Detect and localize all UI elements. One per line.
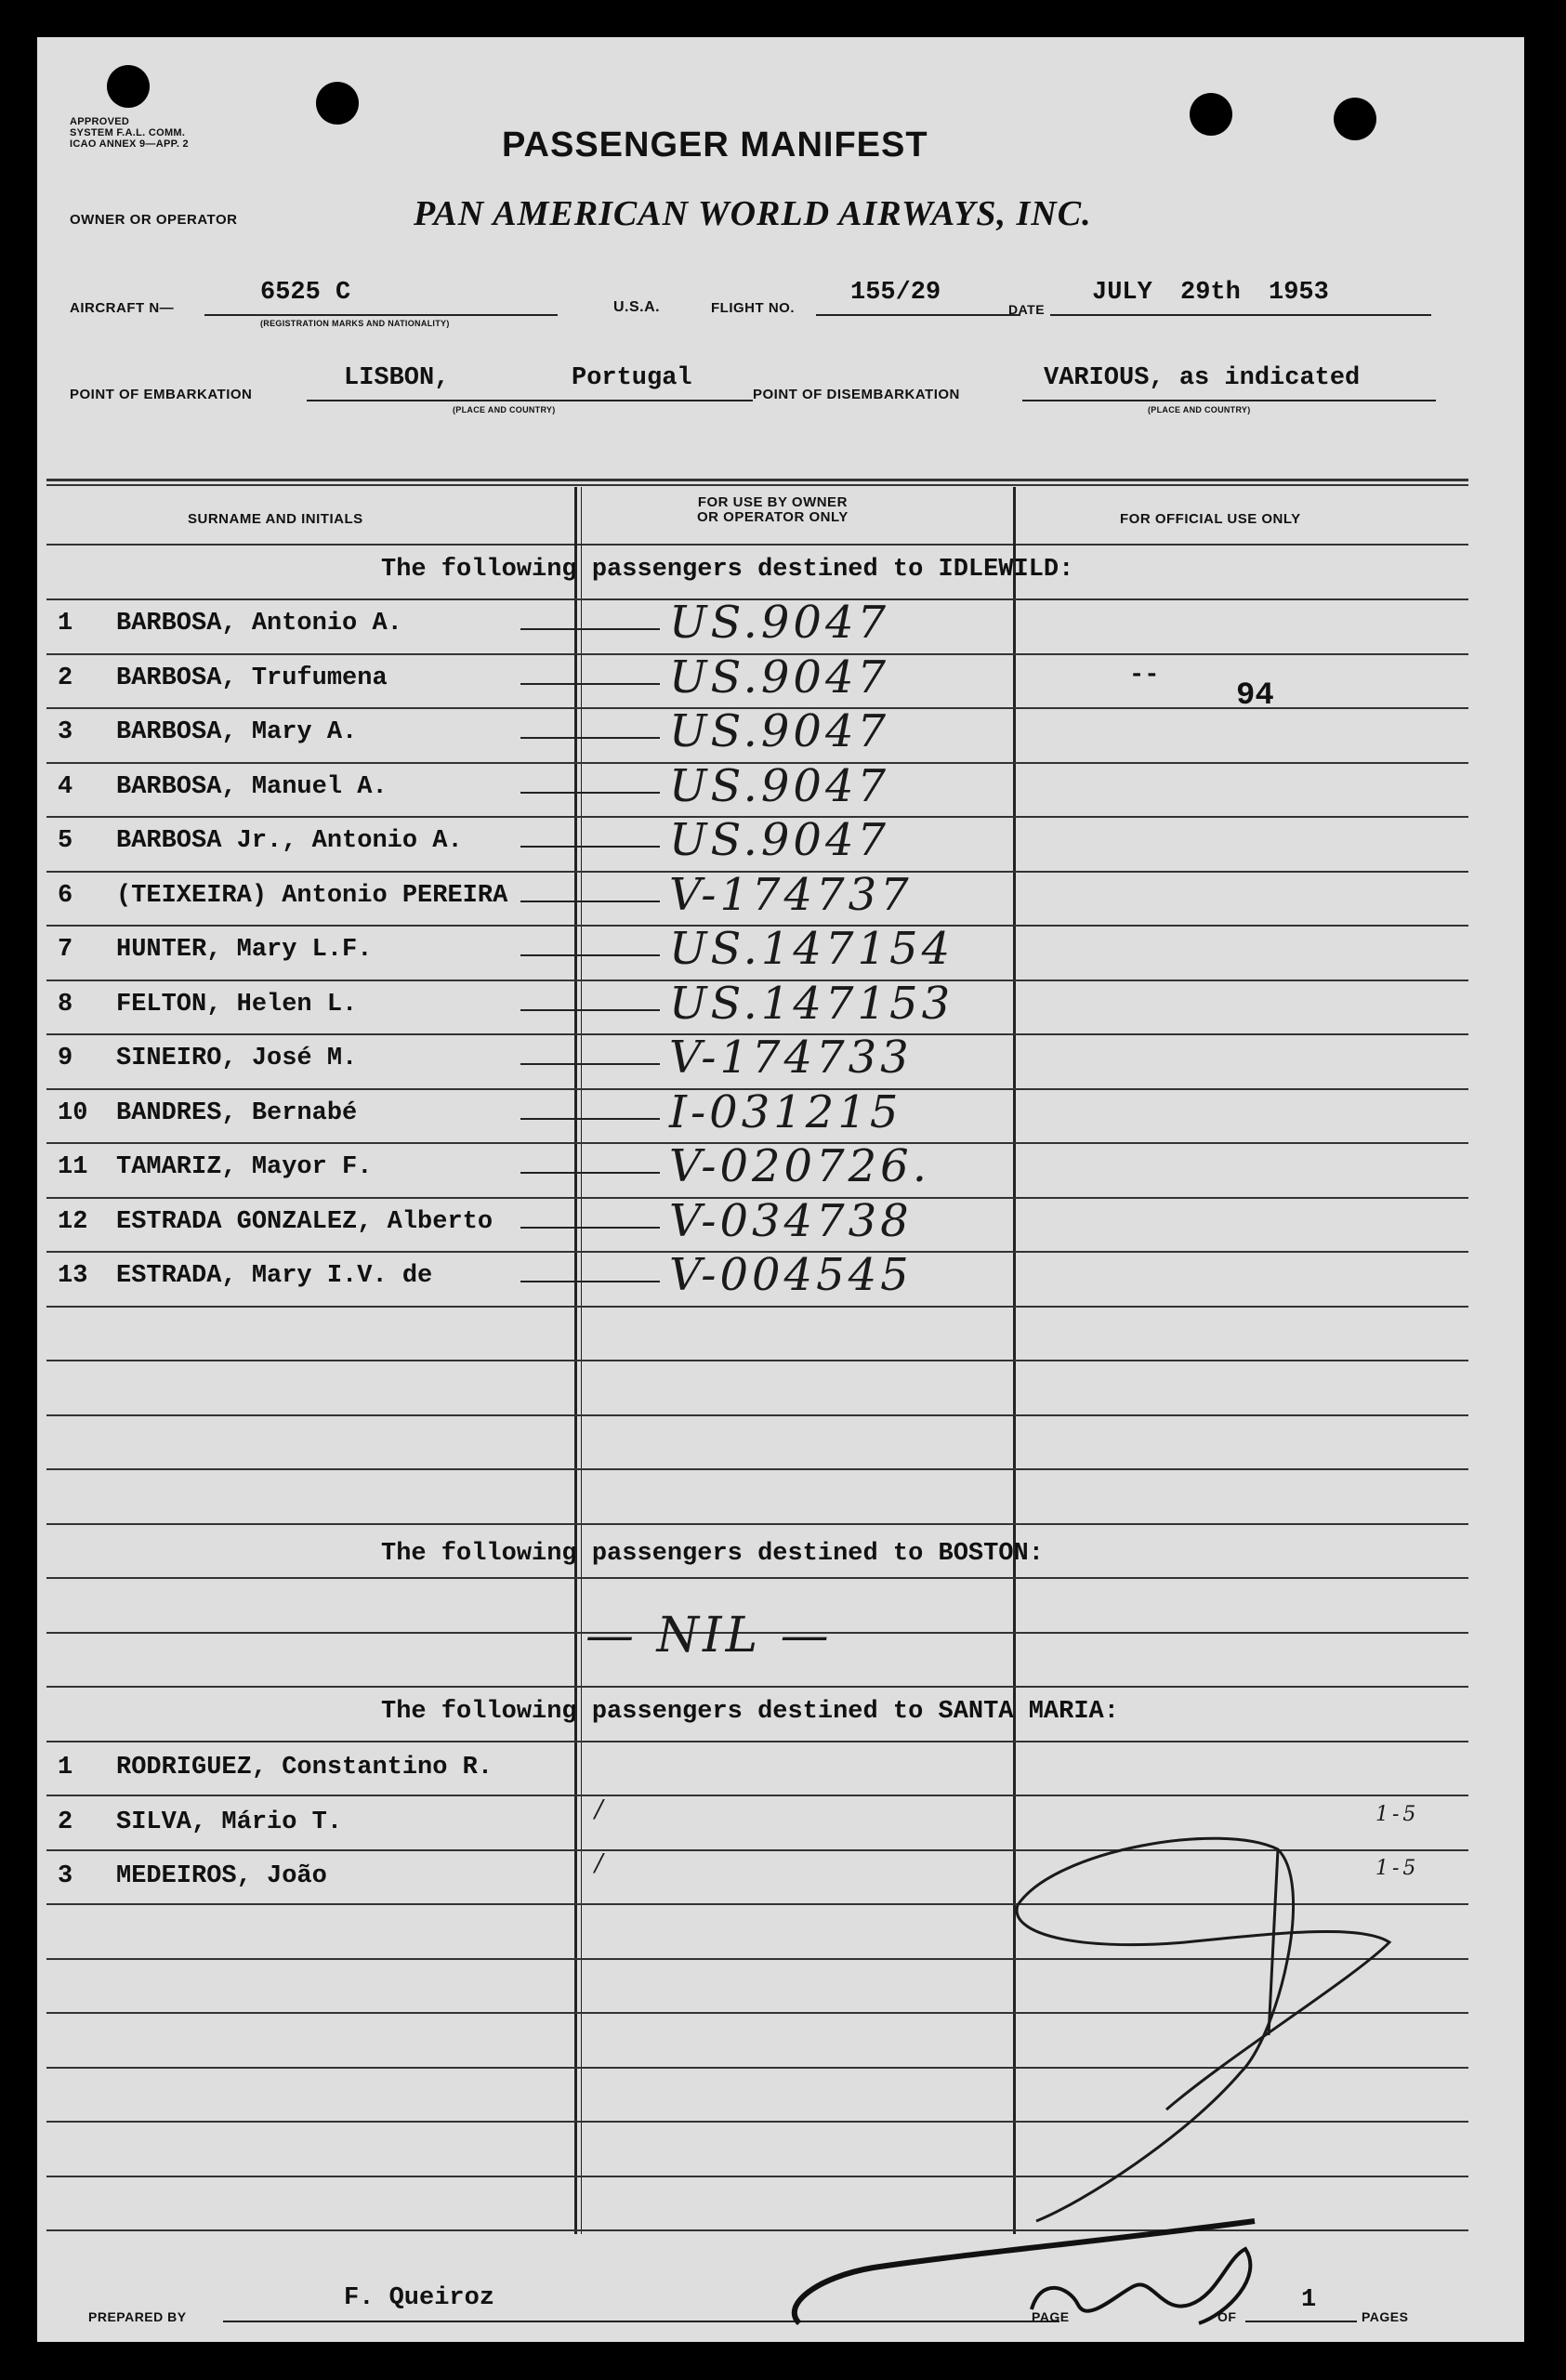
flight-label: FLIGHT NO. <box>711 300 795 316</box>
passenger-number: 13 <box>58 1262 88 1290</box>
disembarkation-value: VARIOUS, as indicated <box>1044 364 1361 392</box>
passenger-document-number: US.9047 <box>669 814 890 866</box>
tick-mark <box>520 1227 660 1229</box>
passenger-name: BARBOSA Jr., Antonio A. <box>116 827 463 855</box>
form-approval-codes <box>70 116 189 150</box>
column-header-official: FOR OFFICIAL USE ONLY <box>1120 511 1301 527</box>
prepared-by-value: F. Queiroz <box>344 2284 495 2312</box>
tick-mark <box>520 1281 660 1282</box>
official-mark: 94 <box>1236 678 1274 714</box>
passenger-document-number: US.9047 <box>669 705 890 757</box>
of-label: OF <box>1217 2309 1237 2324</box>
embarkation-label: POINT OF EMBARKATION <box>70 387 253 402</box>
passenger-name: BARBOSA, Trufumena <box>116 664 388 692</box>
tick-mark <box>520 846 660 848</box>
pages-value: 1 <box>1301 2286 1317 2314</box>
passenger-number: 11 <box>58 1153 88 1181</box>
passenger-number: 7 <box>58 936 73 964</box>
passenger-document-number: / <box>595 1795 607 1823</box>
section-heading-idlewild: The following passengers destined to IDLEWILD: <box>381 556 1074 584</box>
punch-hole-icon <box>107 65 150 108</box>
passenger-name: RODRIGUEZ, Constantino R. <box>116 1754 493 1782</box>
passenger-number: 1 <box>58 610 73 638</box>
punch-hole-icon <box>316 82 359 125</box>
passenger-name: BANDRES, Bernabé <box>116 1098 358 1127</box>
ruled-line <box>46 1686 1468 1688</box>
company-name: PAN AMERICAN WORLD AIRWAYS, INC. <box>414 194 1092 233</box>
aircraft-sublabel: (REGISTRATION MARKS AND NATIONALITY) <box>260 319 450 328</box>
passenger-document-number: / <box>595 1849 607 1877</box>
ruled-line <box>46 1523 1468 1525</box>
aircraft-label: AIRCRAFT N— <box>70 300 175 316</box>
passenger-name: TAMARIZ, Mayor F. <box>116 1153 373 1181</box>
passenger-name: BARBOSA, Mary A. <box>116 718 358 746</box>
ruled-line <box>46 1741 1468 1742</box>
passenger-name: BARBOSA, Manuel A. <box>116 772 388 801</box>
page-label: PAGE <box>1032 2309 1070 2324</box>
passenger-name: HUNTER, Mary L.F. <box>116 936 373 964</box>
passenger-number: 3 <box>58 1862 73 1890</box>
passenger-document-number: V-034738 <box>669 1194 913 1247</box>
punch-hole-icon <box>1190 93 1232 136</box>
form-code-line: ICAO ANNEX 9—APP. 2 <box>70 138 189 150</box>
passenger-document-number: V-174737 <box>669 868 913 921</box>
passenger-document-number: US.9047 <box>669 651 890 703</box>
tick-mark <box>520 1172 660 1174</box>
tick-mark <box>520 683 660 685</box>
passenger-name: MEDEIROS, João <box>116 1862 327 1890</box>
passenger-document-number: US.147154 <box>669 923 954 975</box>
prepared-by-label: PREPARED BY <box>88 2309 187 2324</box>
column-header-owner-use: FOR USE BY OWNER OR OPERATOR ONLY <box>697 494 849 525</box>
pages-label: PAGES <box>1362 2309 1409 2324</box>
disembarkation-label: POINT OF DISEMBARKATION <box>753 387 960 402</box>
ruled-line <box>46 1468 1468 1470</box>
passenger-document-number: US.147153 <box>669 977 954 1030</box>
nil-entry: — NIL — <box>586 1608 833 1663</box>
tick-mark <box>520 1009 660 1011</box>
passenger-name: FELTON, Helen L. <box>116 990 358 1019</box>
passenger-number: 2 <box>58 664 73 692</box>
passenger-number: 5 <box>58 827 73 855</box>
tick-mark <box>520 954 660 956</box>
tick-mark <box>520 1063 660 1065</box>
punch-hole-icon <box>1334 98 1376 140</box>
tick-mark <box>520 792 660 794</box>
official-dash: -- <box>1129 662 1160 690</box>
section-heading-boston: The following passengers destined to BOSTON: <box>381 1540 1044 1568</box>
passenger-document-number: I-031215 <box>669 1085 902 1138</box>
passenger-document-number: V-020726. <box>669 1140 930 1192</box>
ruled-line <box>46 1577 1468 1579</box>
passenger-number: 4 <box>58 772 73 801</box>
tick-mark <box>520 628 660 630</box>
passenger-number: 6 <box>58 881 73 910</box>
official-entry: 1-5 <box>1375 1857 1420 1880</box>
flight-value: 155/29 <box>850 279 941 307</box>
tick-mark <box>520 1118 660 1120</box>
passenger-number: 12 <box>58 1207 88 1236</box>
passenger-name: SILVA, Mário T. <box>116 1808 343 1836</box>
passenger-number: 1 <box>58 1754 73 1782</box>
passenger-document-number: US.9047 <box>669 597 890 649</box>
passenger-number: 3 <box>58 718 73 746</box>
embarkation-country: Portugal <box>572 364 692 392</box>
passenger-name: BARBOSA, Antonio A. <box>116 610 402 638</box>
passenger-document-number: V-004545 <box>669 1249 913 1301</box>
passenger-name: ESTRADA GONZALEZ, Alberto <box>116 1207 493 1236</box>
date-value: JULY 29th 1953 <box>1092 279 1329 307</box>
passenger-name: (TEIXEIRA) Antonio PEREIRA <box>116 881 508 910</box>
passenger-number: 10 <box>58 1098 88 1127</box>
page-title: PASSENGER MANIFEST <box>502 125 928 164</box>
ruled-line <box>46 1414 1468 1416</box>
passenger-number: 2 <box>58 1808 73 1836</box>
embarkation-sublabel: (PLACE AND COUNTRY) <box>453 405 556 414</box>
passenger-name: SINEIRO, José M. <box>116 1045 358 1072</box>
official-signature-scribble <box>999 1794 1427 2230</box>
disembarkation-sublabel: (PLACE AND COUNTRY) <box>1148 405 1251 414</box>
passenger-number: 8 <box>58 990 73 1019</box>
passenger-number: 9 <box>58 1045 73 1072</box>
passenger-document-number: V-174733 <box>669 1032 913 1084</box>
tick-mark <box>520 901 660 902</box>
form-code-line: APPROVED <box>70 116 130 127</box>
owner-label: OWNER OR OPERATOR <box>70 212 238 228</box>
passenger-document-number: US.9047 <box>669 759 890 812</box>
column-header-surname: SURNAME AND INITIALS <box>188 511 363 527</box>
official-entry: 1-5 <box>1375 1802 1420 1826</box>
aircraft-value: 6525 C <box>260 279 351 307</box>
section-heading-santa-maria: The following passengers destined to SANTA MARIA: <box>381 1698 1119 1726</box>
ruled-line <box>46 1360 1468 1361</box>
manifest-sheet <box>37 37 1524 2342</box>
date-label: DATE <box>1008 302 1046 317</box>
passenger-name: ESTRADA, Mary I.V. de <box>116 1262 433 1290</box>
embarkation-city: LISBON, <box>344 364 450 392</box>
tick-mark <box>520 737 660 739</box>
ruled-line <box>46 1306 1468 1308</box>
form-code-line: SYSTEM F.A.L. COMM. <box>70 127 186 138</box>
usa-label: U.S.A. <box>613 299 661 315</box>
